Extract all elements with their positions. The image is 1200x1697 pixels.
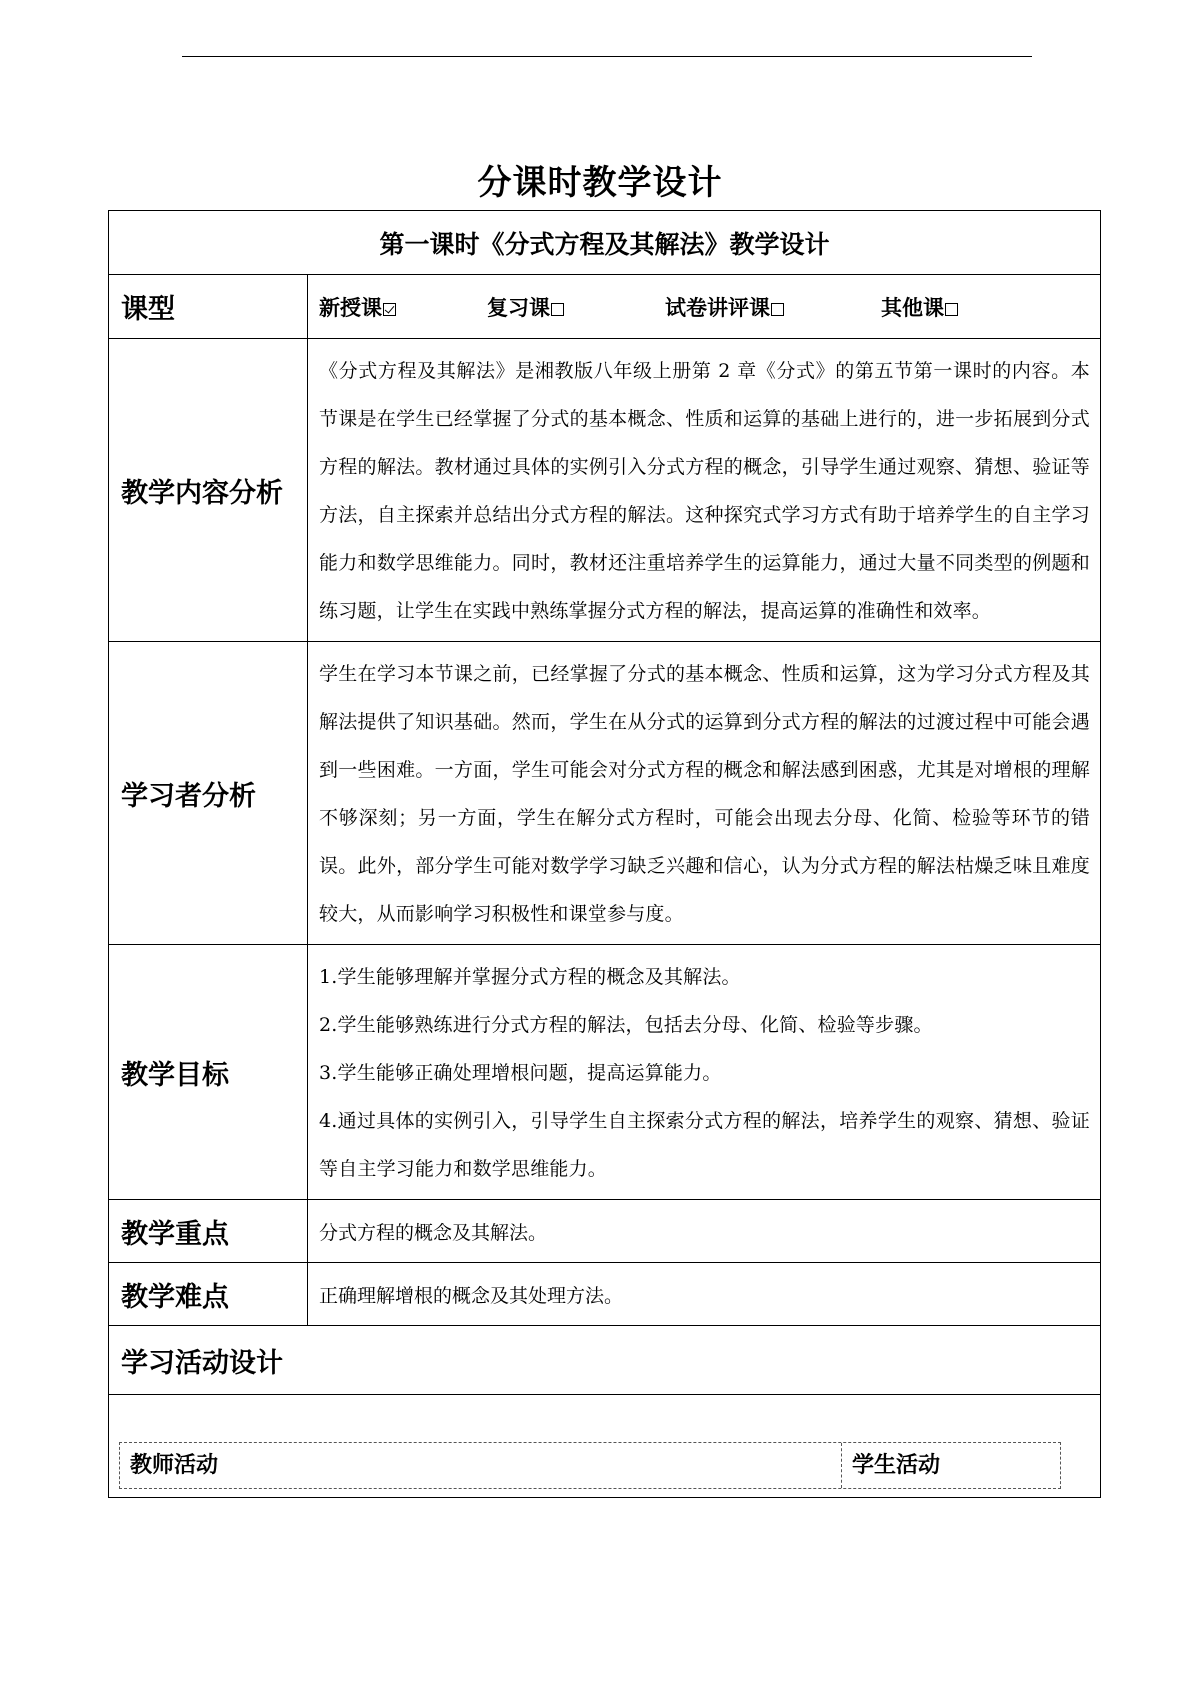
key-point-label: 教学重点 [109, 1200, 308, 1263]
content-analysis-text: 《分式方程及其解法》是湘教版八年级上册第 2 章《分式》的第五节第一课时的内容。本节课是在学生已经掌握了分式的基本概念、性质和运算的基础上进行的，进一步拓展到分式方程的解法。教材通过具体的实例引入分式方程的概念，引导学生通过观察、猜想、验证等方法，自主探索并总结出分式方程的解法。这种探究式学习方式有助于培养学生的自主学习能力和数学思维能力。同时，教材还注重培养学生的运算能力，通过大量不同类型的例题和练习题，让学生在实践中熟练掌握分式方程的解法，提高运算的准确性和效率。 [308, 339, 1101, 642]
checkbox-icon[interactable] [551, 303, 564, 316]
header-rule [182, 56, 1032, 57]
lesson-design-table [108, 210, 1101, 1498]
goal-item: 2.学生能够熟练进行分式方程的解法，包括去分母、化简、检验等步骤。 [319, 1014, 933, 1036]
checkbox-icon[interactable] [945, 303, 958, 316]
table-header: 第一课时《分式方程及其解法》教学设计 [109, 211, 1101, 275]
checkbox-icon[interactable] [771, 303, 784, 316]
learner-analysis-label: 学习者分析 [109, 642, 308, 945]
student-activity-header: 学生活动 [852, 1452, 941, 1478]
goal-item: 4.通过具体的实例引入，引导学生自主探索分式方程的解法，培养学生的观察、猜想、验证等自主学习能力和数学思维能力。 [319, 1110, 1090, 1180]
teacher-activity-header: 教师活动 [120, 1443, 842, 1488]
difficulty-text: 正确理解增根的概念及其处理方法。 [308, 1263, 1101, 1326]
teaching-goals-list [308, 945, 1101, 1200]
activity-inner-table [119, 1442, 1061, 1489]
key-point-text: 分式方程的概念及其解法。 [308, 1200, 1101, 1263]
content-analysis-label: 教学内容分析 [109, 339, 308, 642]
checked-box-icon[interactable] [383, 303, 396, 316]
difficulty-label: 教学难点 [109, 1263, 308, 1326]
teaching-goals-label: 教学目标 [109, 945, 308, 1200]
option-exam-review-lesson[interactable]: 试卷讲评课 [665, 292, 881, 322]
option-new-lesson[interactable]: 新授课 [319, 292, 487, 322]
lesson-type-options [308, 275, 1101, 339]
option-review-lesson[interactable]: 复习课 [487, 292, 665, 322]
option-other-lesson[interactable]: 其他课 [881, 292, 958, 322]
learner-analysis-text: 学生在学习本节课之前，已经掌握了分式的基本概念、性质和运算，这为学习分式方程及其解法提供了知识基础。然而，学生在从分式的运算到分式方程的解法的过渡过程中可能会遇到一些困难。一方面，学生可能会对分式方程的概念和解法感到困惑，尤其是对增根的理解不够深刻；另一方面，学生在解分式方程时，可能会出现去分母、化简、检验等环节的错误。此外，部分学生可能对数学学习缺乏兴趣和信心，认为分式方程的解法枯燥乏味且难度较大，从而影响学习积极性和课堂参与度。 [308, 642, 1101, 945]
activity-design-cell [109, 1395, 1101, 1498]
activity-design-label: 学习活动设计 [109, 1326, 1101, 1395]
goal-item: 3.学生能够正确处理增根问题，提高运算能力。 [319, 1062, 722, 1084]
goal-item: 1.学生能够理解并掌握分式方程的概念及其解法。 [319, 966, 741, 988]
document-title: 分课时教学设计 [477, 163, 723, 203]
lesson-type-label: 课型 [109, 275, 308, 339]
